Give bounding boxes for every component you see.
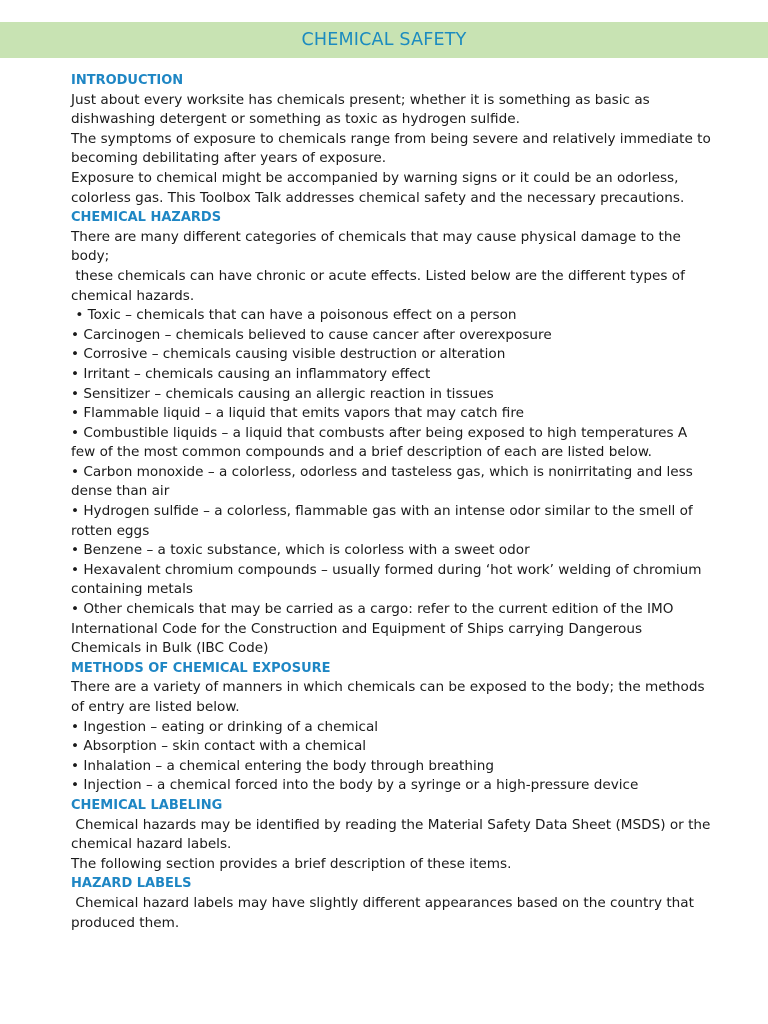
list-item: • Flammable liquid – a liquid that emits vapors that may catch fire: [71, 405, 524, 422]
section-heading-chemical-labeling: CHEMICAL LABELING: [71, 797, 223, 813]
document-body: [71, 71, 715, 933]
list-item: • Irritant – chemicals causing an inflammatory effect: [71, 365, 431, 382]
list-item: • Combustible liquids – a liquid that combusts after being exposed to high temperatures A few of the most common compounds and a brief description of each are listed below.: [71, 424, 688, 461]
list-item: • Ingestion – eating or drinking of a chemical: [71, 718, 379, 735]
list-item: • Hexavalent chromium compounds – usually formed during ‘hot work’ welding of chromium containing metals: [71, 561, 702, 598]
list-item: • Benzene – a toxic substance, which is colorless with a sweet odor: [71, 542, 530, 559]
paragraph: Chemical hazards may be identified by reading the Material Safety Data Sheet (MSDS) or the chemical hazard labels.: [71, 816, 715, 853]
list-item: • Other chemicals that may be carried as a cargo: refer to the current edition of the IMO International Code for the Construction and Equipment of Ships carrying Dangerous Chemicals in Bulk (IBC Code): [71, 601, 674, 657]
list-item: • Carcinogen – chemicals believed to cause cancer after overexposure: [71, 326, 552, 343]
list-item: • Injection – a chemical forced into the body by a syringe or a high-pressure device: [71, 777, 639, 794]
paragraph: The following section provides a brief description of these items.: [71, 855, 512, 872]
section-heading-hazard-labels: HAZARD LABELS: [71, 876, 192, 892]
section-heading-methods-of-exposure: METHODS OF CHEMICAL EXPOSURE: [71, 660, 331, 676]
paragraph: Exposure to chemical might be accompanied by warning signs or it could be an odorless, colorless gas. This Toolbox Talk addresses chemical safety and the necessary precautions.: [71, 169, 685, 206]
list-item: • Hydrogen sulfide – a colorless, flammable gas with an intense odor similar to the smell of rotten eggs: [71, 503, 693, 539]
section-heading-chemical-hazards: CHEMICAL HAZARDS: [71, 210, 222, 226]
paragraph: There are a variety of manners in which chemicals can be exposed to the body; the methods of entry are listed below.: [71, 679, 705, 715]
list-item: • Inhalation – a chemical entering the body through breathing: [71, 757, 495, 774]
list-item: • Absorption – skin contact with a chemical: [71, 738, 367, 755]
paragraph: these chemicals can have chronic or acute effects. Listed below are the different types of chemical hazards.: [71, 267, 690, 304]
list-item: • Toxic – chemicals that can have a poisonous effect on a person: [71, 307, 517, 324]
title-banner: [0, 22, 768, 58]
paragraph: There are many different categories of chemicals that may cause physical damage to the body;: [71, 228, 681, 265]
section-heading-introduction: INTRODUCTION: [71, 73, 184, 88]
paragraph: The symptoms of exposure to chemicals range from being severe and relatively immediate to becoming debilitating after years of exposure.: [71, 130, 711, 167]
list-item: • Sensitizer – chemicals causing an allergic reaction in tissues: [71, 385, 494, 402]
page-title: CHEMICAL SAFETY: [301, 30, 467, 50]
list-item: • Corrosive – chemicals causing visible destruction or alteration: [71, 346, 506, 363]
list-item: • Carbon monoxide – a colorless, odorless and tasteless gas, which is nonirritating and less dense than air: [71, 463, 693, 500]
paragraph: Chemical hazard labels may have slightly different appearances based on the country that produced them.: [71, 894, 699, 931]
paragraph: Just about every worksite has chemicals present; whether it is something as basic as dishwashing detergent or something as toxic as hydrogen sulfide.: [71, 91, 650, 128]
